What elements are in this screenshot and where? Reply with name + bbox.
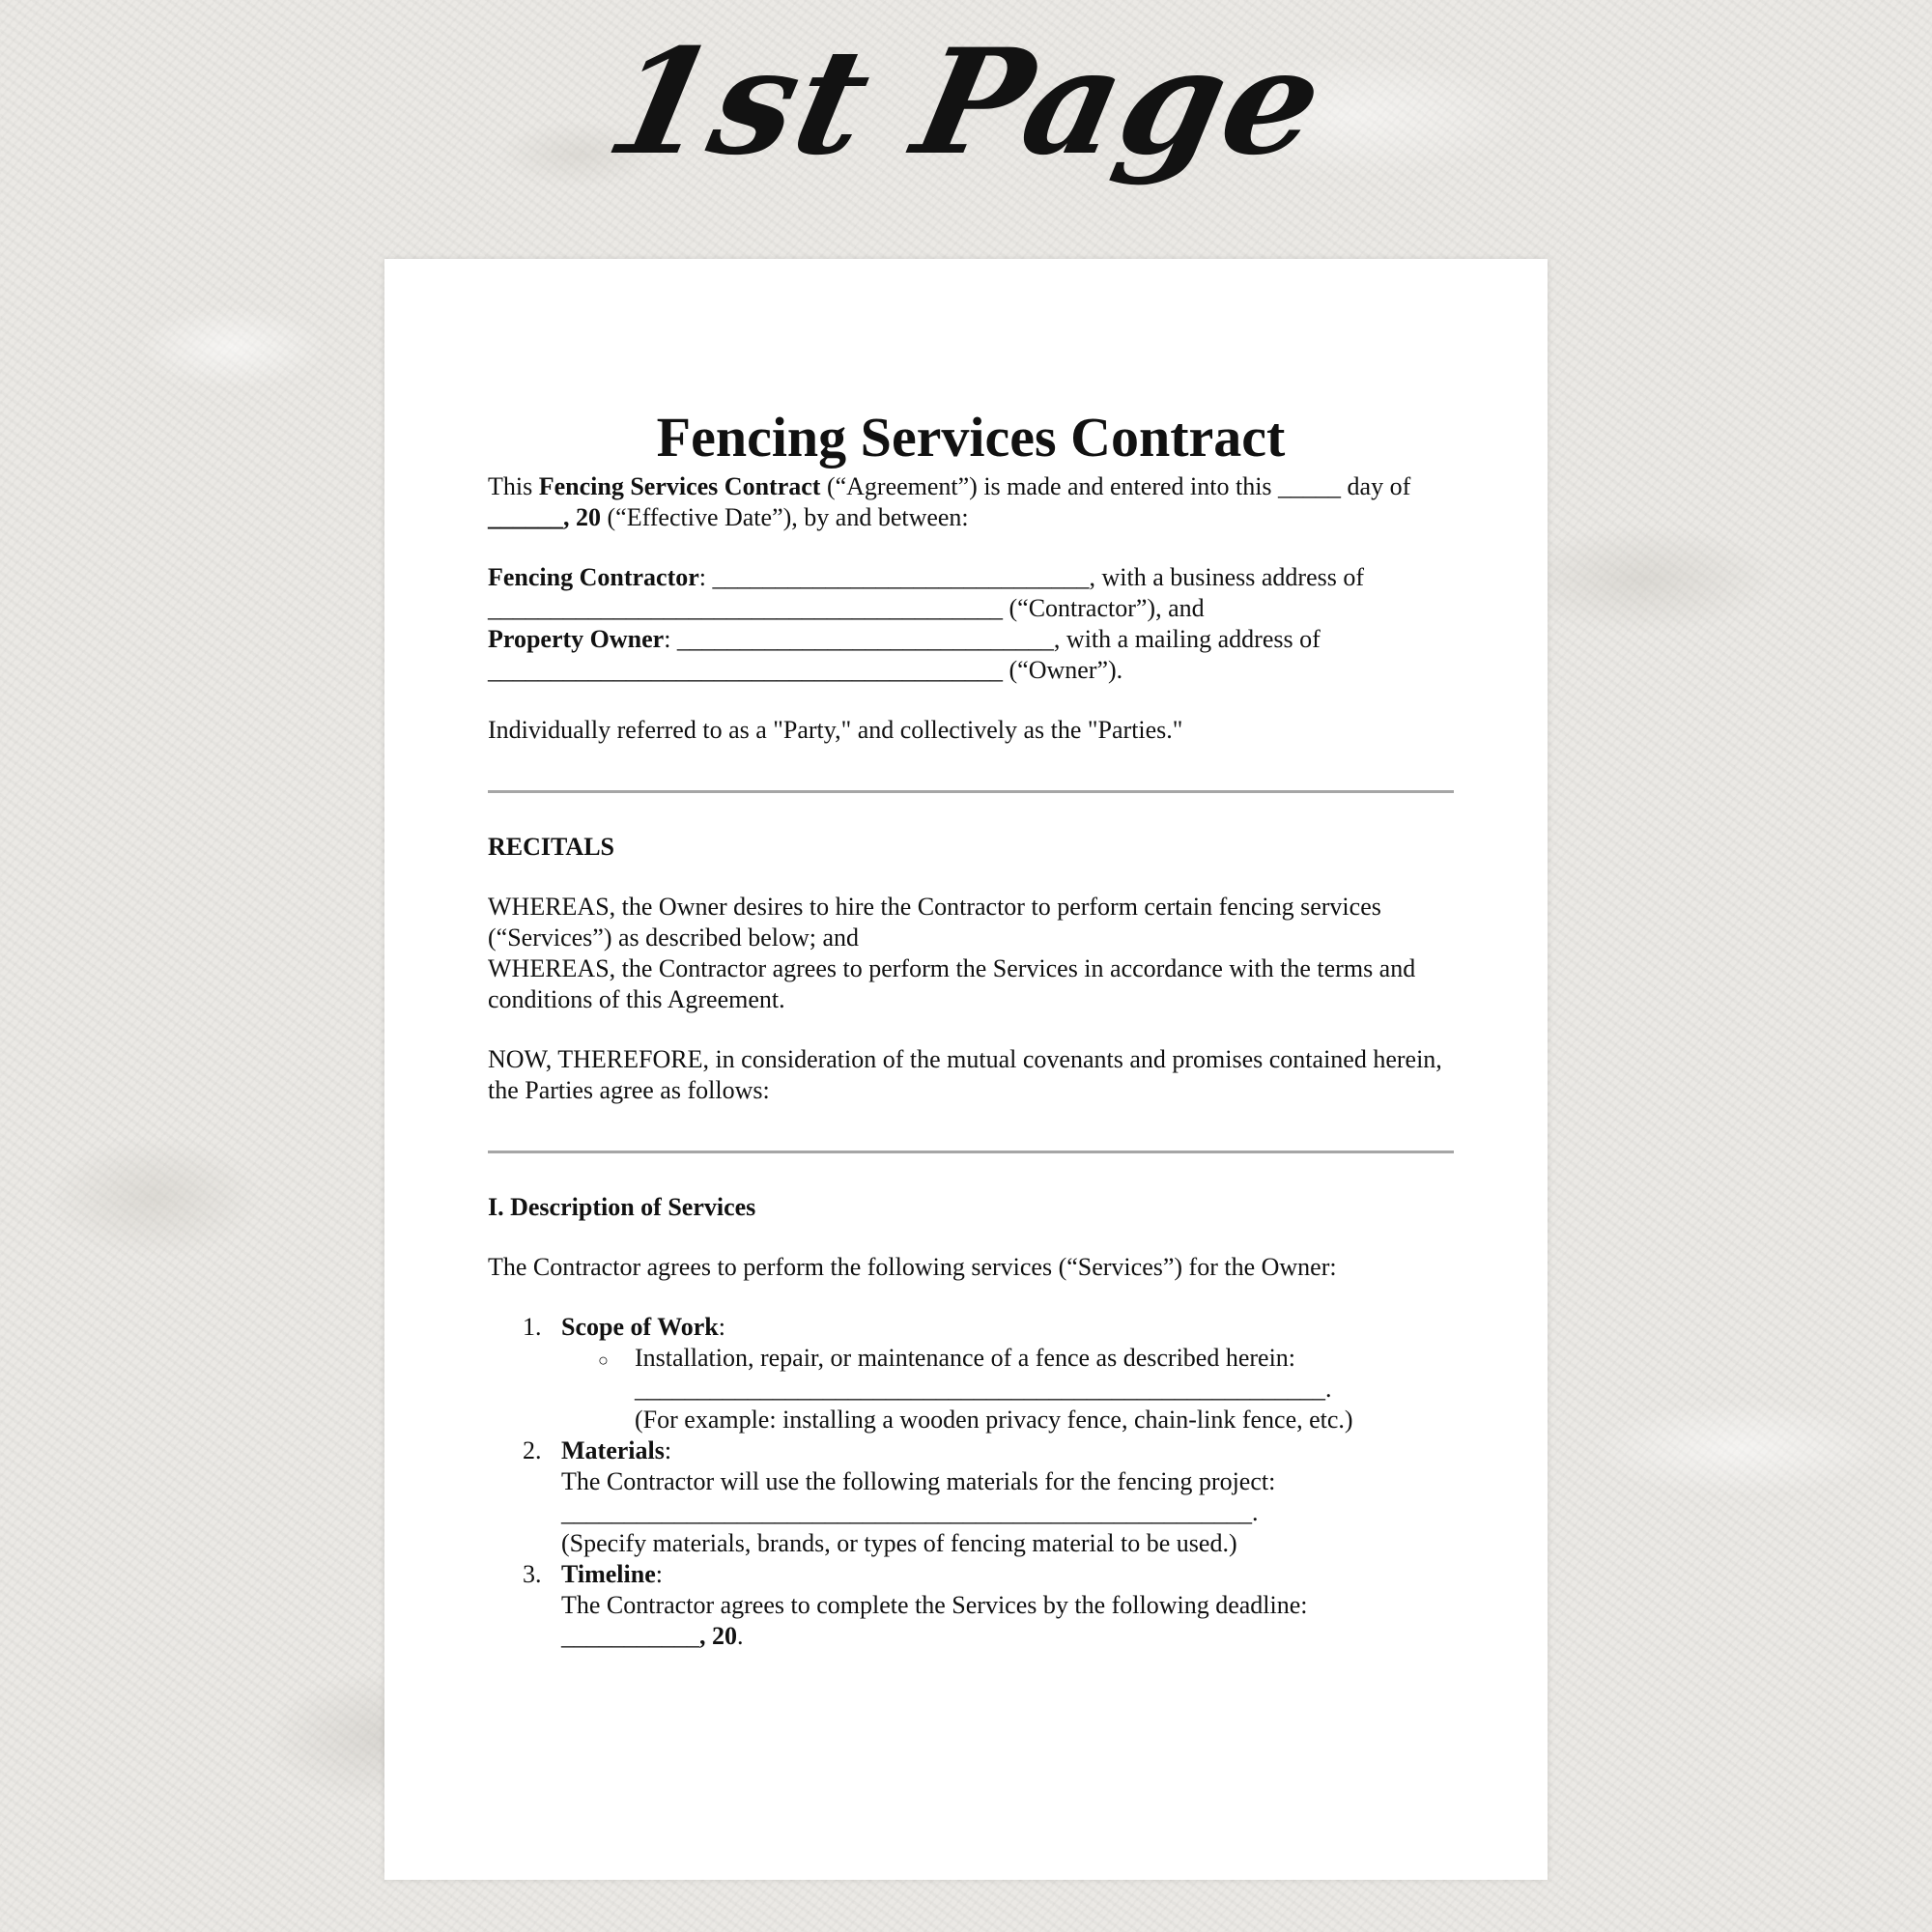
document-title: Fencing Services Contract [656, 406, 1286, 469]
whereas-clause-1: WHEREAS, the Owner desires to hire the Contractor to perform certain fencing services (“Services”) as described below; and [488, 893, 1381, 952]
page-header-script-title: 1st Page [593, 17, 1339, 187]
collective-parties-note: Individually referred to as a "Party," and collectively as the "Parties." [488, 716, 1183, 744]
divider-rule [488, 790, 1454, 793]
scope-of-work-label: Scope of Work [561, 1313, 719, 1341]
scope-sub-list [561, 1343, 1454, 1435]
contractor-label: Fencing Contractor [488, 563, 699, 591]
timeline-text: The Contractor agrees to complete the Services by the following deadline: [561, 1591, 1308, 1619]
contractor-text: : ______________________________, with a business address of _________________________________________ (“Contractor”), and [488, 563, 1365, 622]
owner-party-line [488, 624, 1454, 686]
list-item-scope-of-work: 1. Scope of Work: ○ Installation, repair, or maintenance of a fence as described herein: _______________________________________________________. (For example: installing a wooden privacy fence, chain-link fence, etc.) [561, 1312, 1454, 1435]
section-1-intro: The Contractor agrees to perform the following services (“Services”) for the Owner: [488, 1253, 1337, 1281]
whereas-clause-2: WHEREAS, the Contractor agrees to perform the Services in accordance with the terms and conditions of this Agreement. [488, 954, 1416, 1013]
materials-blank-line: _______________________________________________________. [561, 1498, 1259, 1526]
materials-note: (Specify materials, brands, or types of fencing material to be used.) [561, 1529, 1237, 1557]
list-item-materials: 2. Materials: The Contractor will use the following materials for the fencing project: _______________________________________________________. (Specify materials, brands, or types of fencing material to be used.) [523, 1436, 1276, 1557]
timeline-end: . [737, 1622, 744, 1650]
services-list [488, 1312, 1454, 1652]
intro-text-2: (“Agreement”) is made and entered into this _____ day of [820, 472, 1411, 500]
scope-sub-text: Installation, repair, or maintenance of a fence as described herein: _______________________________________________________. [635, 1344, 1332, 1403]
section-1-heading: I. Description of Services [488, 1193, 756, 1221]
timeline-date-bold: , 20 [699, 1622, 737, 1650]
divider-rule [488, 1151, 1454, 1153]
document-page [384, 259, 1548, 1880]
list-number: 1. [523, 1313, 542, 1341]
intro-bold-date-blank: ______, 20 [488, 503, 601, 531]
scope-sub-note: (For example: installing a wooden privacy fence, chain-link fence, etc.) [635, 1406, 1353, 1434]
intro-bold-contract-name: Fencing Services Contract [538, 472, 821, 500]
now-therefore-clause: NOW, THEREFORE, in consideration of the mutual covenants and promises contained herein, the Parties agree as follows: [488, 1045, 1442, 1104]
recitals-heading: RECITALS [488, 833, 615, 861]
list-number: 3. [523, 1560, 542, 1588]
timeline-blank: ___________ [561, 1622, 699, 1650]
list-item-timeline: 3. Timeline: The Contractor agrees to complete the Services by the following deadline: ___________, 20. [523, 1560, 1308, 1650]
owner-label: Property Owner [488, 625, 665, 653]
materials-label: Materials [561, 1436, 665, 1464]
intro-text-3: (“Effective Date”), by and between: [601, 503, 969, 531]
scope-sub-item [598, 1343, 1454, 1435]
intro-paragraph [488, 471, 1454, 533]
contractor-party-line [488, 562, 1454, 624]
timeline-label: Timeline [561, 1560, 656, 1588]
circle-bullet-icon: ○ [598, 1350, 609, 1370]
intro-text-1: This [488, 472, 539, 500]
document-body [488, 404, 1454, 1652]
owner-text: : ______________________________, with a mailing address of _________________________________________ (“Owner”). [488, 625, 1321, 684]
list-number: 2. [523, 1436, 542, 1464]
materials-text: The Contractor will use the following materials for the fencing project: [561, 1467, 1276, 1495]
